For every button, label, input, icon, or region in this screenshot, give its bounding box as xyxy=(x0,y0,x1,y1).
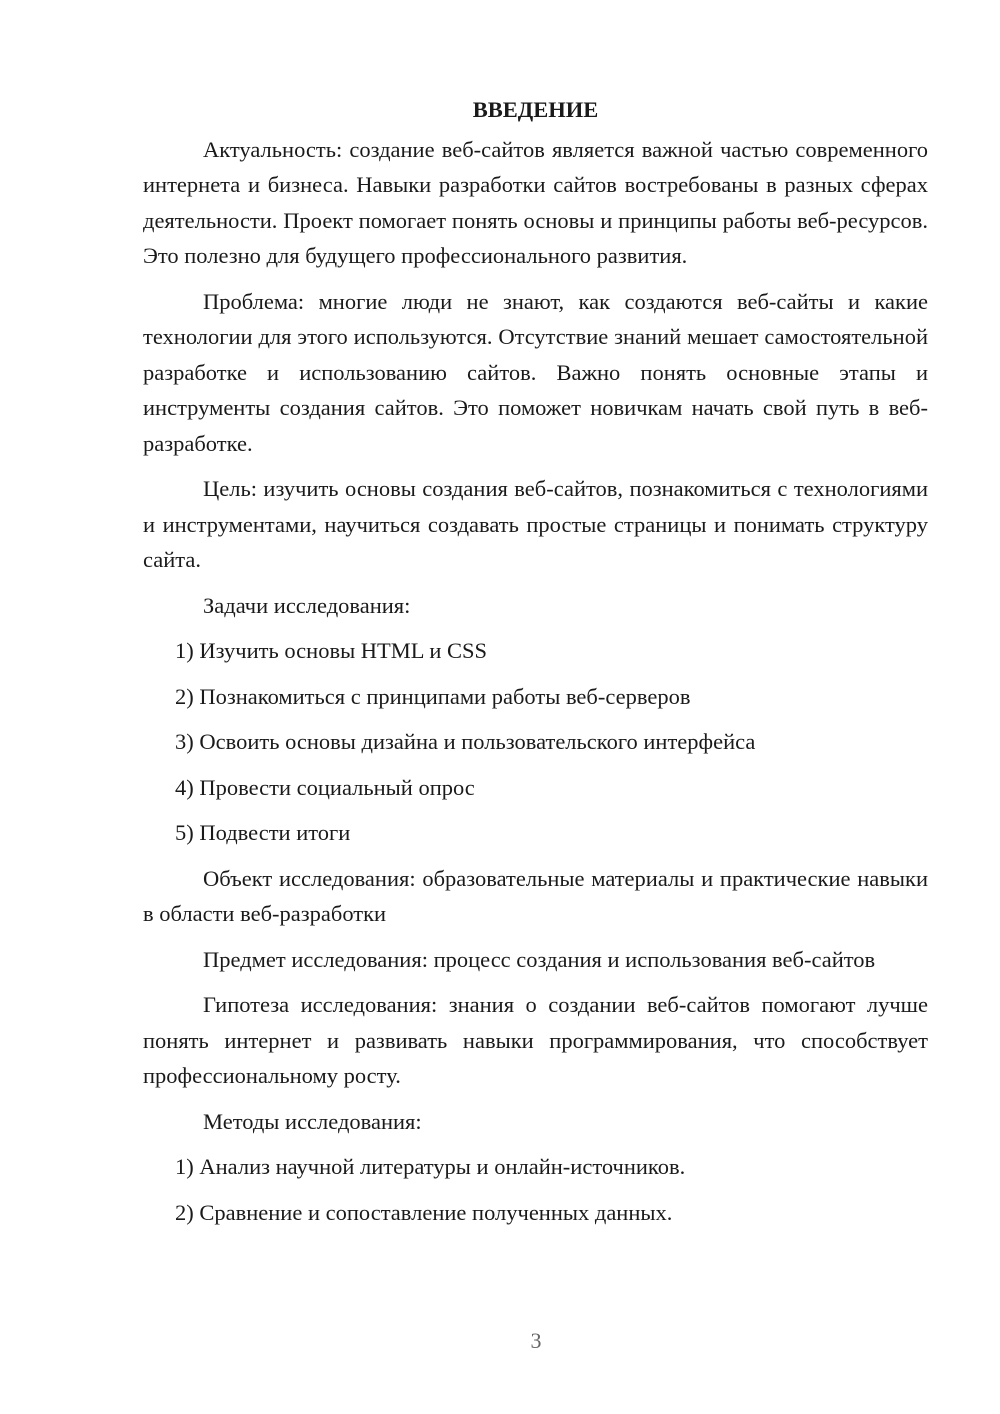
task-item-3: 3) Освоить основы дизайна и пользовательского интерфейса xyxy=(175,729,756,754)
method-item-2: 2) Сравнение и сопоставление полученных данных. xyxy=(175,1199,673,1225)
method-item-1: 1) Анализ научной литературы и онлайн-источников. xyxy=(175,1154,686,1179)
relevance-paragraph: Актуальность: создание веб-сайтов является важной частью современного интернета и бизнеса. Навыки разработки сайтов востребованы в разных сферах деятельности. Проект помогает понять основы и принципы работы веб-ресурсов. Это полезно для будущего профессионального развития. xyxy=(143,136,928,268)
hypothesis-paragraph: Гипотеза исследования: знания о создании веб-сайтов помогают лучше понять интернет и развивать навыки программирования, что способствует профессиональному росту. xyxy=(143,992,928,1088)
task-item-2: 2) Познакомиться с принципами работы веб-серверов xyxy=(175,683,691,709)
page-content xyxy=(143,92,928,1240)
task-item-4: 4) Провести социальный опрос xyxy=(175,774,475,800)
methods-heading: Методы исследования: xyxy=(203,1108,422,1134)
page-title: ВВЕДЕНИЕ xyxy=(472,97,599,122)
task-item-5: 5) Подвести итоги xyxy=(175,820,351,845)
task-item-1: 1) Изучить основы HTML и CSS xyxy=(175,638,488,663)
problem-paragraph: Проблема: многие люди не знают, как создаются веб-сайты и какие технологии для этого используются. Отсутствие знаний мешает самостоятельной разработке и использованию сайтов. Важно понять основные этапы и инструменты создания сайтов. Это поможет новичкам начать свой путь в веб-разработке. xyxy=(143,288,928,456)
page-number: 3 xyxy=(530,1328,542,1353)
subject-paragraph: Предмет исследования: процесс создания и использования веб-сайтов xyxy=(203,946,876,972)
object-paragraph: Объект исследования: образовательные материалы и практические навыки в области веб-разработки xyxy=(143,865,928,926)
tasks-heading: Задачи исследования: xyxy=(203,592,411,618)
goal-paragraph: Цель: изучить основы создания веб-сайтов, познакомиться с технологиями и инструментами, научиться создавать простые страницы и понимать структуру сайта. xyxy=(143,476,928,572)
